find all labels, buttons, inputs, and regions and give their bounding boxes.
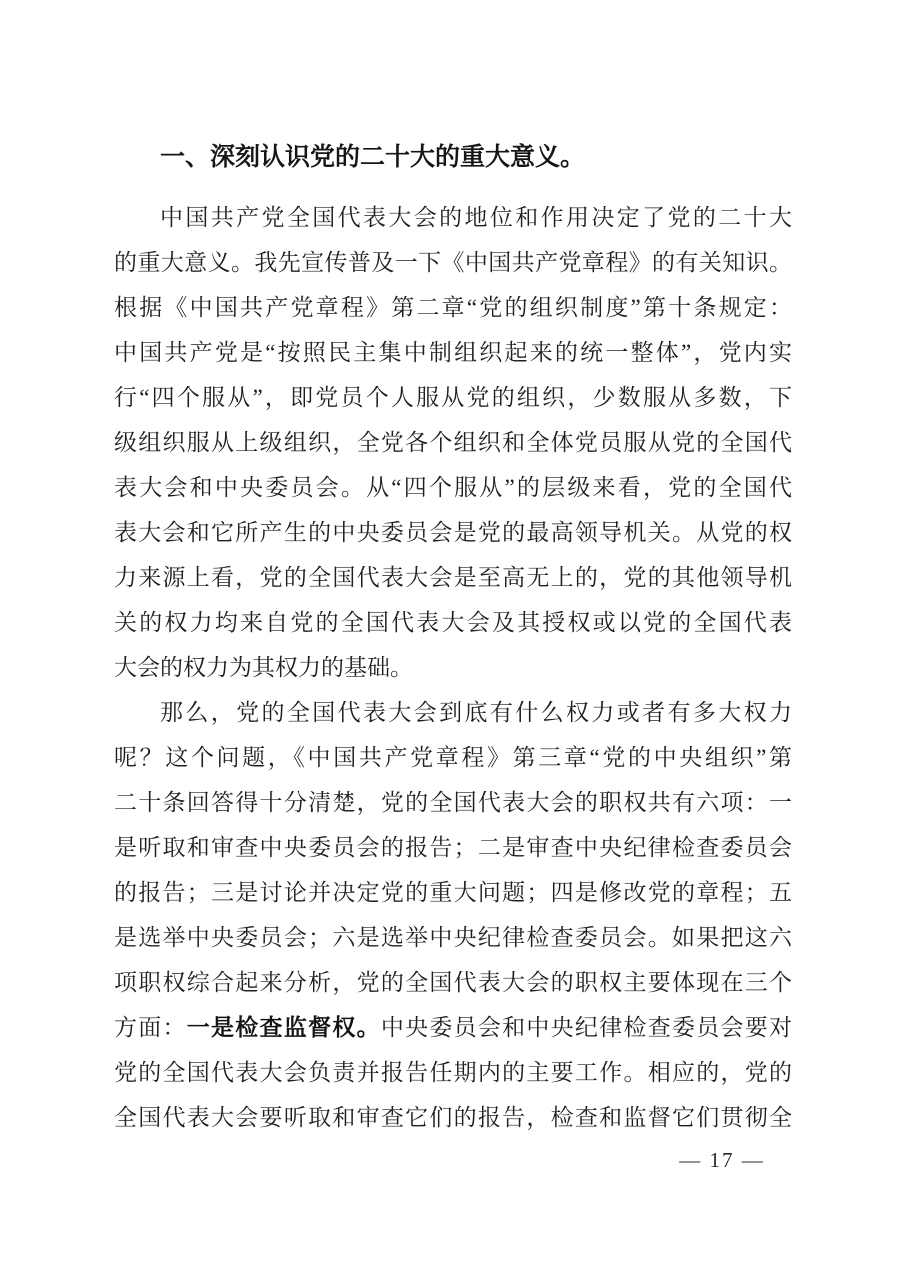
text-segment: 二十条回答得十分清楚，党的全国代表大会的职权共有六项：一 — [114, 790, 792, 815]
text-segment: 党的全国代表大会负责并报告任期内的主要工作。相应的，党的 — [114, 1060, 792, 1085]
text-segment: 呢？这个问题，《中国共产党章程》第三章“党的中央组织”第 — [114, 745, 792, 770]
text-line — [114, 1005, 792, 1050]
text-line — [114, 330, 792, 375]
text-line — [114, 510, 792, 555]
text-line — [114, 600, 792, 645]
text-segment: 全国代表大会要听取和审查它们的报告，检查和监督它们贯彻全 — [114, 1105, 792, 1130]
text-line — [114, 1050, 792, 1095]
text-segment: 中国共产党是“按照民主集中制组织起来的统一整体”，党内实 — [114, 340, 792, 365]
text-segment: 的报告；三是讨论并决定党的重大问题；四是修改党的章程；五 — [114, 880, 792, 905]
bold-emphasis: 一是检查监督权。 — [186, 1015, 381, 1040]
text-segment: 级组织服从上级组织，全党各个组织和全体党员服从党的全国代 — [114, 430, 792, 455]
text-segment: 的重大意义。我先宣传普及一下《中国共产党章程》的有关知识。 — [114, 250, 792, 275]
text-segment: 根据《中国共产党章程》第二章“党的组织制度”第十条规定： — [114, 295, 792, 320]
text-segment: 是选举中央委员会；六是选举中央纪律检查委员会。如果把这六 — [114, 925, 792, 950]
text-line — [114, 465, 792, 510]
text-segment: 项职权综合起来分析，党的全国代表大会的职权主要体现在三个 — [114, 970, 792, 995]
text-line — [114, 960, 792, 1005]
text-segment: 那么，党的全国代表大会到底有什么权力或者有多大权力 — [160, 700, 792, 725]
text-line — [114, 555, 792, 600]
text-segment: 中国共产党全国代表大会的地位和作用决定了党的二十大 — [160, 205, 792, 230]
text-line — [114, 1095, 792, 1140]
page-number: — 17 — — [679, 1148, 765, 1172]
text-line — [114, 735, 792, 780]
text-line — [114, 690, 792, 735]
text-segment: 方面： — [114, 1015, 187, 1040]
text-segment: 表大会和中央委员会。从“四个服从”的层级来看，党的全国代 — [114, 475, 792, 500]
text-line — [114, 285, 792, 330]
text-segment: 大会的权力为其权力的基础。 — [114, 655, 413, 680]
text-segment: 行“四个服从”，即党员个人服从党的组织，少数服从多数，下 — [114, 385, 792, 410]
text-line — [114, 375, 792, 420]
text-segment: 是听取和审查中央委员会的报告；二是审查中央纪律检查委员会 — [114, 835, 792, 860]
text-line — [114, 645, 792, 690]
section-heading: 一、深刻认识党的二十大的重大意义。 — [160, 143, 586, 171]
text-line — [114, 195, 792, 240]
text-segment: 关的权力均来自党的全国代表大会及其授权或以党的全国代表 — [114, 610, 792, 635]
text-segment: 力来源上看，党的全国代表大会是至高无上的，党的其他领导机 — [114, 565, 792, 590]
text-segment: 表大会和它所产生的中央委员会是党的最高领导机关。从党的权 — [114, 520, 792, 545]
text-line — [114, 870, 792, 915]
text-line — [114, 780, 792, 825]
document-content — [114, 141, 792, 1140]
text-line — [114, 825, 792, 870]
text-line — [114, 240, 792, 285]
text-line — [114, 420, 792, 465]
body-text — [114, 195, 792, 1140]
text-segment: 中央委员会和中央纪律检查委员会要对 — [380, 1015, 792, 1040]
text-line — [114, 915, 792, 960]
